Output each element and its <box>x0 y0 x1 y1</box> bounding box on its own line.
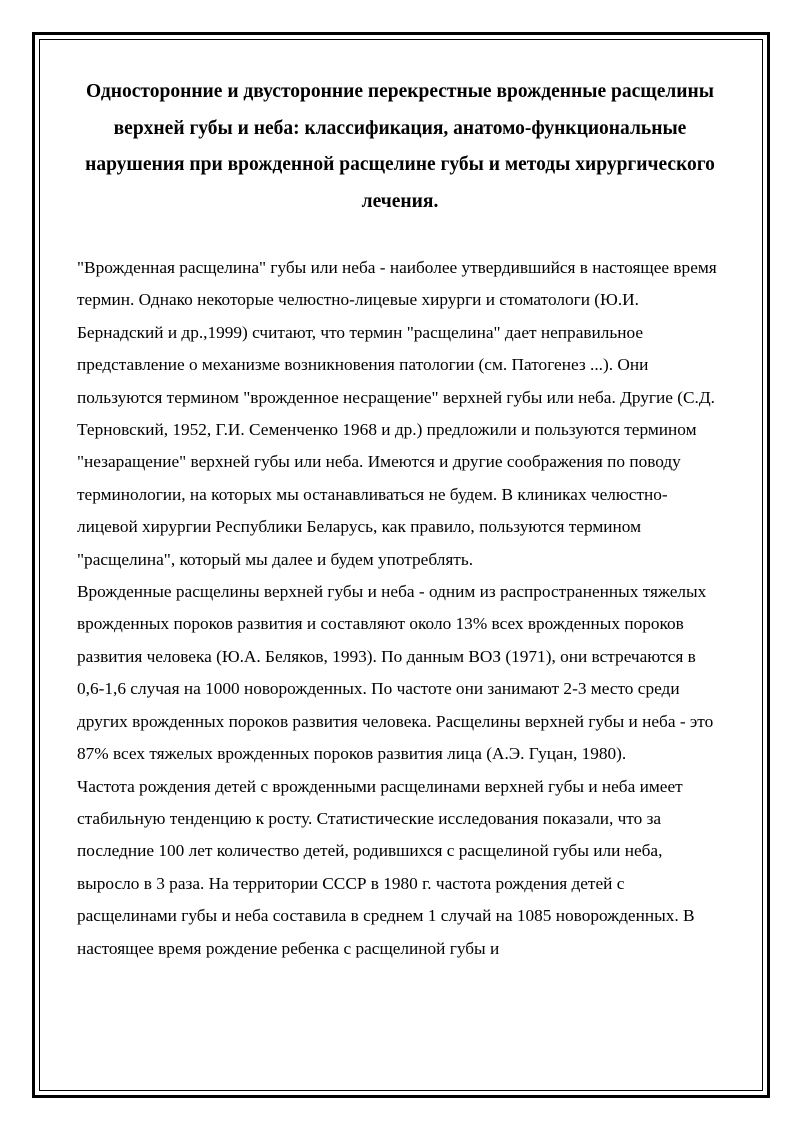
paragraph-birth-rate: Частота рождения детей с врожденными расщелинами верхней губы и неба имеет стабильную тенденцию к росту. Статистические исследования показали, что за последние 100 лет количество детей, родившихся с расщелиной губы или неба, выросло в 3 раза. На территории СССР в 1980 г. частота рождения детей с расщелинами губы и неба составила в среднем 1 случай на 1085 новорожденных. В настоящее время рождение ребенка с расщелиной губы и <box>77 776 695 958</box>
paragraph-prevalence: Врожденные расщелины верхней губы и неба - одним из распространенных тяжелых врожденных пороков развития и составляют около 13% всех врожденных пороков развития человека (Ю.А. Беляков, 1993). По данным ВОЗ (1971), они встречаются в 0,6-1,6 случая на 1000 новорожденных. По частоте они занимают 2-3 место среди других врожденных пороков развития человека. Расщелины верхней губы и неба - это 87% всех тяжелых врожденных пороков развития лица (А.Э. Гуцан, 1980). <box>77 582 714 764</box>
document-title: Односторонние и двусторонние перекрестные врожденные расщелины верхней губы и неба: классификация, анатомо-функциональные нарушения при врожденной расщелине губы и методы хирургического лечения. <box>85 81 715 212</box>
document-body <box>77 252 727 965</box>
paragraph-terminology: "Врожденная расщелина" губы или неба - наиболее утвердившийся в настоящее время термин. Однако некоторые челюстно-лицевые хирурги и стоматологи (Ю.И. Бернадский и др.,1999) считают, что термин "расщелина" дает неправильное представление о механизме возникновения патологии (см. Патогенез ...). Они пользуются термином "врожденное несращение" верхней губы или неба. Другие (С.Д. Терновский, 1952, Г.И. Семенченко 1968 и др.) предложили и пользуются термином "незаращение" верхней губы или неба. Имеются и другие соображения по поводу терминологии, на которых мы останавливаться не будем. В клиниках челюстно-лицевой хирургии Республики Беларусь, как правило, пользуются термином "расщелина", который мы далее и будем употреблять. <box>77 258 717 569</box>
